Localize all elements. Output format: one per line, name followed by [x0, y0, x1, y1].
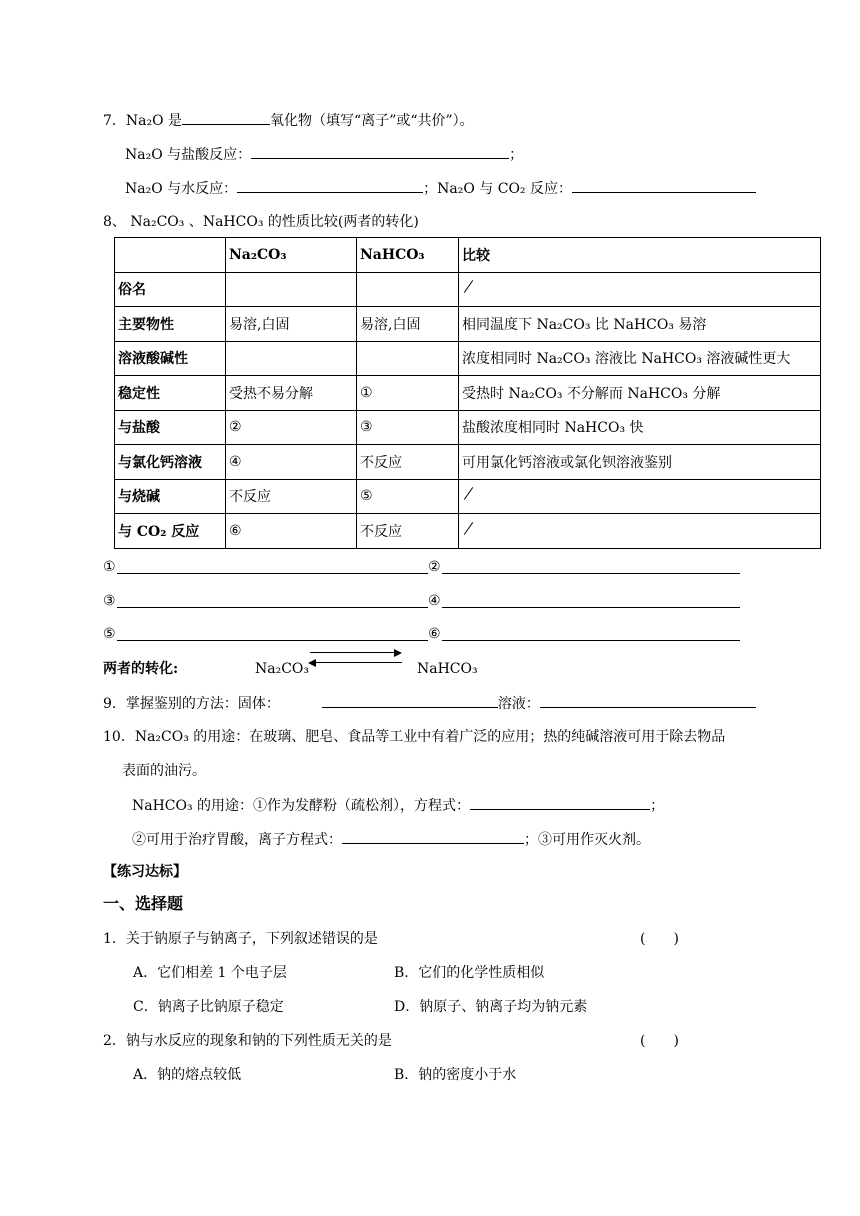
- section-heading: 一、选择题: [103, 894, 184, 913]
- table-header-cell: NaHCO₃: [357, 238, 459, 273]
- table-row: [115, 307, 821, 342]
- q10-line4-end: ；③可用作灭火剂。: [524, 832, 650, 848]
- answer-label-2: ②: [428, 559, 441, 575]
- row-label: 俗名: [115, 272, 226, 307]
- table-row: [115, 479, 821, 514]
- answer-line-4[interactable]: [442, 607, 740, 608]
- table-cell: 不反应: [226, 479, 357, 514]
- row-label: 与 CO₂ 反应: [115, 514, 226, 549]
- q7-line2-label: Na₂O 与盐酸反应：: [125, 147, 252, 163]
- q10-line1: 10．Na₂CO₃ 的用途：在玻璃、肥皂、食品等工业中有着广泛的应用；热的纯碱溶液可用于除去物品: [103, 729, 726, 745]
- table-cell: 不反应: [357, 514, 459, 549]
- row-label: 溶液酸碱性: [115, 341, 226, 376]
- conversion-right: NaHCO₃: [417, 661, 478, 677]
- q7-blank-type[interactable]: [182, 110, 270, 125]
- table-cell: 不反应: [357, 445, 459, 480]
- table-header-cell: Na₂CO₃: [226, 238, 357, 273]
- q10-blank-ionic[interactable]: [342, 829, 524, 844]
- mcq-1-stem: 1．关于钠原子与钠离子，下列叙述错误的是: [103, 931, 378, 947]
- mcq-2-answer-paren[interactable]: ( ): [640, 1033, 679, 1049]
- table-cell: ⑥: [226, 514, 357, 549]
- q10-line2: 表面的油污。: [122, 763, 206, 779]
- table-row: [115, 272, 821, 307]
- slash-mark: [462, 280, 474, 294]
- table-cell[interactable]: [357, 272, 459, 307]
- mcq-1-answer-paren[interactable]: ( ): [640, 931, 679, 947]
- slash-mark: [462, 522, 474, 536]
- mcq-2-stem: 2．钠与水反应的现象和钠的下列性质无关的是: [103, 1033, 392, 1049]
- table-header-row: [115, 238, 821, 273]
- q10-line4: [132, 829, 650, 850]
- q10-line3-label: NaHCO₃ 的用途：①作为发酵粉（疏松剂），方程式：: [132, 798, 471, 814]
- q8-title: 8、 Na₂CO₃ 、NaHCO₃ 的性质比较(两者的转化): [103, 214, 419, 230]
- table-cell: ②: [226, 410, 357, 445]
- table-cell: ①: [357, 376, 459, 411]
- mcq-1-option-a[interactable]: A．它们相差 1 个电子层: [133, 965, 287, 981]
- q7-line1-pre: 7．Na₂O 是: [103, 113, 183, 129]
- row-label: 与盐酸: [115, 410, 226, 445]
- table-cell: ③: [357, 410, 459, 445]
- q7-blank-co2[interactable]: [572, 178, 756, 193]
- q10-line3-end: ；: [650, 798, 665, 814]
- q7-line1-post: 氧化物（填写“离子”或“共价”）。: [270, 113, 474, 129]
- table-cell[interactable]: [226, 272, 357, 307]
- row-label: 与烧碱: [115, 479, 226, 514]
- q7-blank-water[interactable]: [237, 178, 423, 193]
- mcq-1-option-b[interactable]: B．它们的化学性质相似: [394, 965, 545, 981]
- q9-blank-solid[interactable]: [322, 693, 498, 708]
- q10-blank-equation[interactable]: [470, 795, 650, 810]
- table-row: [115, 376, 821, 411]
- q9-solid-label: 9．掌握鉴别的方法：固体：: [103, 696, 280, 712]
- table-cell: 易溶,白固: [226, 307, 357, 342]
- table-header-cell: [115, 238, 226, 273]
- table-cell-na: [459, 514, 821, 549]
- answer-line-6[interactable]: [442, 640, 740, 641]
- answer-label-4: ④: [428, 593, 441, 609]
- table-cell: 盐酸浓度相同时 NaHCO₃ 快: [459, 410, 821, 445]
- answer-line-3[interactable]: [117, 607, 428, 608]
- table-row: [115, 410, 821, 445]
- table-cell: 相同温度下 Na₂CO₃ 比 NaHCO₃ 易溶: [459, 307, 821, 342]
- conversion-label: 两者的转化:: [103, 661, 179, 677]
- table-cell-na: [459, 479, 821, 514]
- table-cell-na: [459, 272, 821, 307]
- table-cell: 浓度相同时 Na₂CO₃ 溶液比 NaHCO₃ 溶液碱性更大: [459, 341, 821, 376]
- table-row: [115, 514, 821, 549]
- row-label: 主要物性: [115, 307, 226, 342]
- conversion-left: Na₂CO₃: [255, 661, 310, 677]
- reversible-arrow-icon: [310, 648, 402, 666]
- q9-line: [103, 693, 756, 714]
- table-header-cell: 比较: [459, 238, 821, 273]
- practice-heading: 【练习达标】: [103, 864, 187, 880]
- comparison-table: [114, 237, 821, 549]
- mcq-2-option-a[interactable]: A．钠的熔点较低: [133, 1067, 242, 1083]
- table-row: [115, 445, 821, 480]
- row-label: 与氯化钙溶液: [115, 445, 226, 480]
- table-cell: ④: [226, 445, 357, 480]
- answer-label-3: ③: [103, 593, 116, 609]
- mcq-2-option-b[interactable]: B．钠的密度小于水: [394, 1067, 517, 1083]
- q7-line3b-label: ；Na₂O 与 CO₂ 反应：: [423, 181, 572, 197]
- table-cell: 可用氯化钙溶液或氯化钡溶液鉴别: [459, 445, 821, 480]
- table-cell: 受热不易分解: [226, 376, 357, 411]
- q7-line2: [125, 144, 523, 165]
- q7-line3a-label: Na₂O 与水反应：: [125, 181, 238, 197]
- q9-solution-label: 溶液：: [497, 696, 540, 712]
- table-row: [115, 341, 821, 376]
- row-label: 稳定性: [115, 376, 226, 411]
- q9-blank-solution[interactable]: [540, 693, 756, 708]
- q10-line4-label: ②可用于治疗胃酸，离子方程式：: [132, 832, 342, 848]
- answer-line-5[interactable]: [117, 640, 428, 641]
- table-cell[interactable]: [226, 341, 357, 376]
- answer-label-5: ⑤: [103, 626, 116, 642]
- q7-line3: [125, 178, 756, 199]
- q7-line2-end: ；: [509, 147, 524, 163]
- q7-blank-hcl[interactable]: [251, 144, 509, 159]
- answer-line-1[interactable]: [117, 573, 428, 574]
- answer-label-1: ①: [103, 559, 116, 575]
- answer-label-6: ⑥: [428, 626, 441, 642]
- mcq-1-option-c[interactable]: C．钠离子比钠原子稳定: [133, 999, 284, 1015]
- table-cell[interactable]: [357, 341, 459, 376]
- table-cell: ⑤: [357, 479, 459, 514]
- q7-line1: [103, 110, 474, 131]
- table-cell: 易溶,白固: [357, 307, 459, 342]
- table-cell: 受热时 Na₂CO₃ 不分解而 NaHCO₃ 分解: [459, 376, 821, 411]
- slash-mark: [462, 487, 474, 501]
- mcq-1-option-d[interactable]: D．钠原子、钠离子均为钠元素: [394, 999, 588, 1015]
- q10-line3: [132, 795, 664, 816]
- answer-line-2[interactable]: [442, 573, 740, 574]
